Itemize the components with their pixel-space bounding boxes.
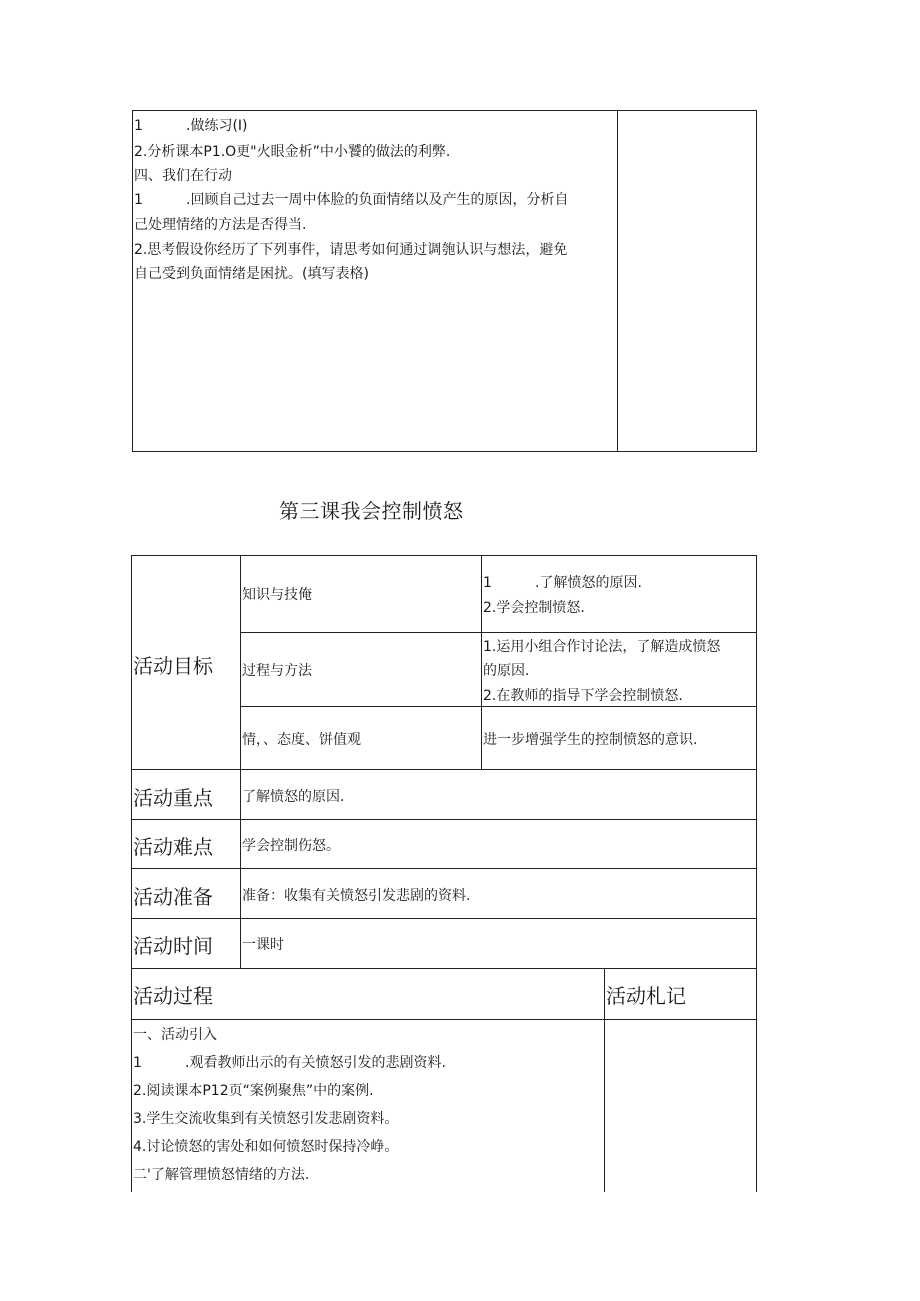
table-border-right xyxy=(756,110,757,452)
goal-category: 过程与方法 xyxy=(242,663,312,679)
goals-row-divider xyxy=(240,632,757,633)
content-line: 己处理情绪的方法是否得当. xyxy=(134,217,307,233)
goal-value-line: 1 .了解愤怒的原因. xyxy=(483,575,642,591)
table-border-right xyxy=(756,555,757,1192)
goal-value-line: 2.学会控制愤怒. xyxy=(483,600,585,616)
content-line: 四、我们在行动 xyxy=(134,168,232,184)
goal-category: 知识与技俺 xyxy=(242,587,312,603)
row-label-preparation: 活动准备 xyxy=(133,885,213,909)
row-label-difficulty: 活动难点 xyxy=(133,835,213,859)
process-line: 二'了解管理愤怒情绪的方法. xyxy=(133,1167,310,1183)
row-value-focus: 了解愤怒的原因. xyxy=(242,789,345,805)
content-line: 1 .回顾自己过去一周中体脸的负面情绪以及产生的原因，分析自 xyxy=(134,192,569,208)
goal-value-line: 的原因. xyxy=(483,663,530,679)
content-line: 2.分析课本P1.O更"火眼金析”中小饕的做法的利弊. xyxy=(134,144,451,160)
lesson-title: 第三课我会控制愤怒 xyxy=(279,499,464,523)
table-border-top xyxy=(132,110,757,111)
table-column-divider xyxy=(617,110,618,452)
goals-label-divider xyxy=(240,555,241,968)
row-divider xyxy=(131,868,757,869)
process-column-divider xyxy=(604,968,605,1192)
goals-label: 活动目标 xyxy=(133,654,213,678)
lesson-plan-table xyxy=(131,555,757,1192)
row-divider xyxy=(131,819,757,820)
row-value-time: 一课时 xyxy=(242,937,284,953)
row-value-difficulty: 学会控制伤怒。 xyxy=(242,838,340,854)
table-border-left xyxy=(131,555,132,1192)
content-line: 1 .做练习(I) xyxy=(134,118,248,134)
content-line: 2.思考假设你经历了下列事件，请思考如何通过调匏认识与想法，避免 xyxy=(134,242,568,258)
table-border-bottom xyxy=(132,451,757,452)
process-line: 一、活动引入 xyxy=(133,1027,217,1043)
goal-value-line: 2.在教师的指导下学会控制愤怒. xyxy=(483,688,683,704)
goal-value-line: 1.运用小组合作讨论法，了解造成愤怒 xyxy=(483,639,721,655)
process-line: 4.讨论愤怒的害处和如何愤怒时保持冷峥。 xyxy=(133,1139,399,1155)
goal-value-line: 进一步增强学生的控制愤怒的意识. xyxy=(483,732,698,748)
row-divider xyxy=(131,769,757,770)
notes-header: 活动札记 xyxy=(606,984,686,1008)
row-label-focus: 活动重点 xyxy=(133,786,213,810)
process-line: 1 .观看教师出示的有关愤怒引发的悲剧资料. xyxy=(133,1055,446,1071)
content-line: 自己受到负面情绪是困扰。(填写表格) xyxy=(134,266,369,282)
table-border-top xyxy=(131,555,757,556)
row-value-preparation: 准备：收集有关愤怒引发悲剧的资料. xyxy=(242,888,471,904)
goal-category: 情，、态度、饼值观 xyxy=(242,732,361,748)
top-table xyxy=(132,110,757,452)
row-divider xyxy=(131,1019,757,1020)
row-divider xyxy=(131,968,757,969)
table-border-left xyxy=(132,110,133,452)
goals-row-divider xyxy=(240,706,757,707)
goals-value-divider xyxy=(481,555,482,769)
process-line: 2.阅读课本P12页“案例聚焦”中的案例. xyxy=(133,1083,374,1099)
row-label-time: 活动时间 xyxy=(133,934,213,958)
row-divider xyxy=(131,918,757,919)
process-line: 3.学生交流收集到有关愤怒引发悲剧资料。 xyxy=(133,1111,399,1127)
process-header: 活动过程 xyxy=(133,984,213,1008)
